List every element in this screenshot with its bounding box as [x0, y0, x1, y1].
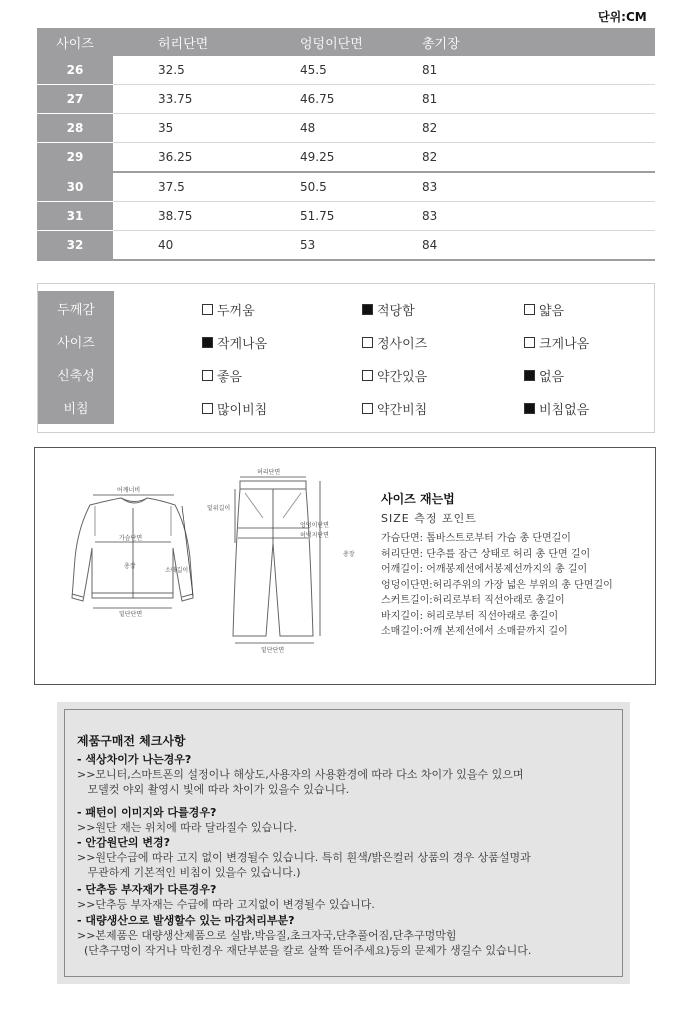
size-cell: 28	[37, 114, 113, 143]
attribute-row	[38, 324, 654, 358]
waist-cell: 36.25	[113, 143, 278, 173]
attribute-option-text: 없음	[539, 370, 565, 385]
checklist-title: 제품구매전 체크사항	[77, 734, 186, 748]
unchecked-box-icon	[202, 403, 213, 414]
attribute-option-text: 적당함	[377, 304, 415, 319]
length-cell: 81	[410, 85, 655, 114]
attribute-option-text: 약간있음	[377, 370, 428, 385]
attribute-label: 신축성	[38, 357, 114, 391]
label-length-top: 총장	[124, 563, 136, 570]
waist-cell: 32.5	[113, 56, 278, 85]
unit-label: 단위:CM	[598, 10, 647, 24]
attribute-option	[202, 300, 255, 319]
size-row	[37, 56, 655, 85]
checklist-frame	[64, 709, 623, 977]
attribute-option	[524, 399, 589, 418]
size-table	[37, 28, 655, 261]
attribute-option	[362, 399, 427, 418]
checklist-text: (단추구멍이 작거나 막힌경우 재단부분을 칼로 살짝 뜯어주세요)등의 문제가 생길수 있습니다.	[77, 944, 532, 957]
unchecked-box-icon	[362, 370, 373, 381]
attribute-option	[524, 366, 564, 385]
length-cell: 83	[410, 172, 655, 202]
size-row	[37, 202, 655, 231]
attribute-option-text: 좋음	[217, 370, 243, 385]
unchecked-box-icon	[362, 403, 373, 414]
unchecked-box-icon	[524, 304, 535, 315]
guide-line: 허리단면: 단추를 잠근 상태로 허리 총 단면 길이	[381, 548, 591, 560]
guide-line: 어깨길이: 어깨봉제선에서봉제선까지의 총 길이	[381, 564, 588, 575]
checklist-text: >>단추등 부자재는 수급에 따라 고지없이 변경될수 있습니다.	[77, 898, 375, 911]
attribute-option	[524, 300, 564, 319]
checklist-section	[77, 835, 617, 880]
checklist-text: 무관하게 기본적인 비침이 있을수 있습니다.)	[77, 866, 301, 879]
guide-description	[381, 531, 653, 640]
hip-cell: 46.75	[278, 85, 410, 114]
attribute-option-text: 비침없음	[539, 403, 590, 418]
attribute-option-text: 얇음	[539, 304, 565, 319]
size-row	[37, 114, 655, 143]
checklist-heading: - 패턴이 이미지와 다를경우?	[77, 806, 217, 819]
length-cell: 81	[410, 56, 655, 85]
hip-cell: 48	[278, 114, 410, 143]
attribute-option	[362, 366, 427, 385]
attribute-row	[38, 291, 654, 325]
size-cell: 30	[37, 172, 113, 202]
checklist-heading: - 단추등 부자재가 다른경우?	[77, 883, 217, 896]
label-waist: 허리단면	[257, 469, 281, 476]
checklist-heading: - 안감원단의 변경?	[77, 836, 170, 849]
checklist-heading: - 대량생산으로 발생할수 있는 마감처리부분?	[77, 914, 295, 927]
size-cell: 27	[37, 85, 113, 114]
checklist-section	[77, 752, 617, 797]
attribute-option	[202, 399, 267, 418]
hip-cell: 53	[278, 231, 410, 261]
guide-title: 사이즈 재는법	[381, 492, 455, 506]
size-cell: 26	[37, 56, 113, 85]
checklist-section	[77, 882, 617, 912]
attribute-option-text: 크게나옴	[539, 337, 590, 352]
length-cell: 84	[410, 231, 655, 261]
attribute-option-text: 두꺼움	[217, 304, 255, 319]
attribute-option	[202, 333, 267, 352]
unchecked-box-icon	[524, 337, 535, 348]
checklist	[57, 702, 630, 984]
attribute-label: 비침	[38, 390, 114, 424]
length-cell: 82	[410, 114, 655, 143]
checklist-text: 모델컷 야외 촬영시 빛에 따라 차이가 있을수 있습니다.	[77, 783, 350, 796]
attribute-row	[38, 357, 654, 391]
attribute-option-text: 작게나옴	[217, 337, 268, 352]
guide-line: 스커트길이:허리로부터 직선아래로 총길이	[381, 595, 565, 606]
waist-cell: 40	[113, 231, 278, 261]
label-sleeve: 소매길이	[165, 567, 189, 574]
attribute-option	[362, 333, 427, 352]
header-waist: 허리단면	[113, 28, 278, 56]
size-cell: 29	[37, 143, 113, 173]
attribute-label: 사이즈	[38, 324, 114, 358]
guide-subtitle: SIZE 측정 포인트	[381, 512, 477, 525]
checked-box-icon	[524, 403, 535, 414]
label-hip: 엉덩이단면	[300, 522, 329, 529]
hip-cell: 50.5	[278, 172, 410, 202]
header-hip: 엉덩이단면	[278, 28, 410, 56]
waist-cell: 38.75	[113, 202, 278, 231]
size-table-header	[37, 28, 655, 56]
attribute-option	[362, 300, 415, 319]
attribute-label: 두께감	[38, 291, 114, 325]
label-shoulder: 어깨너비	[117, 487, 141, 494]
label-hem: 밑단단면	[119, 611, 143, 618]
checklist-section	[77, 805, 617, 835]
sweatshirt-diagram	[72, 498, 193, 601]
checklist-text: >>원단수급에 따라 고지 없이 변경될수 있습니다. 특히 흰색/밝은컬러 상품의 경우 상품설명과	[77, 851, 531, 864]
size-row	[37, 231, 655, 261]
pants-diagram	[233, 481, 313, 636]
hip-cell: 45.5	[278, 56, 410, 85]
guide-line: 가슴단면: 톱바스트로부터 가슴 총 단면길이	[381, 533, 571, 544]
label-rise: 밑위길이	[207, 505, 231, 512]
size-row	[37, 143, 655, 173]
header-size: 사이즈	[37, 28, 113, 56]
header-length: 총기장	[410, 28, 655, 56]
attribute-row	[38, 390, 654, 424]
unchecked-box-icon	[202, 370, 213, 381]
measurement-guide	[34, 447, 656, 685]
unchecked-box-icon	[202, 304, 213, 315]
checked-box-icon	[524, 370, 535, 381]
checked-box-icon	[202, 337, 213, 348]
unchecked-box-icon	[362, 337, 373, 348]
waist-cell: 33.75	[113, 85, 278, 114]
waist-cell: 37.5	[113, 172, 278, 202]
attribute-option	[202, 366, 242, 385]
label-chest: 가슴단면	[119, 535, 143, 542]
attribute-option-text: 많이비침	[217, 403, 268, 418]
size-row	[37, 172, 655, 202]
attribute-option	[524, 333, 589, 352]
fabric-attributes	[37, 283, 655, 433]
attribute-option-text: 약간비침	[377, 403, 428, 418]
hip-cell: 51.75	[278, 202, 410, 231]
checklist-section	[77, 913, 617, 958]
length-cell: 82	[410, 143, 655, 173]
label-pants-hem: 밑단단면	[261, 647, 285, 654]
label-thigh: 허벅지단면	[300, 532, 329, 539]
label-pants-length: 총장	[343, 551, 355, 558]
size-cell: 32	[37, 231, 113, 261]
checked-box-icon	[362, 304, 373, 315]
checklist-heading: - 색상차이가 나는경우?	[77, 753, 192, 766]
length-cell: 83	[410, 202, 655, 231]
size-cell: 31	[37, 202, 113, 231]
guide-line: 소매길이:어깨 본제선에서 소매끝까지 길이	[381, 626, 568, 637]
attribute-option-text: 정사이즈	[377, 337, 428, 352]
checklist-text: >>원단 재는 위치에 따라 달라질수 있습니다.	[77, 821, 298, 834]
guide-line: 바지길이: 허리로부터 직선아래로 총길이	[381, 610, 559, 622]
checklist-text: >>모니터,스마트폰의 설정이나 해상도,사용자의 사용환경에 따라 다소 차이가 있을수 있으며	[77, 768, 524, 781]
size-row	[37, 85, 655, 114]
guide-line: 엉덩이단면:허리주위의 가장 넓은 부위의 총 단면길이	[381, 579, 613, 591]
waist-cell: 35	[113, 114, 278, 143]
checklist-text: >>본제품은 대량생산제품으로 실밥,박음질,초크자국,단추풀어짐,단추구멍막힘	[77, 929, 457, 942]
hip-cell: 49.25	[278, 143, 410, 173]
